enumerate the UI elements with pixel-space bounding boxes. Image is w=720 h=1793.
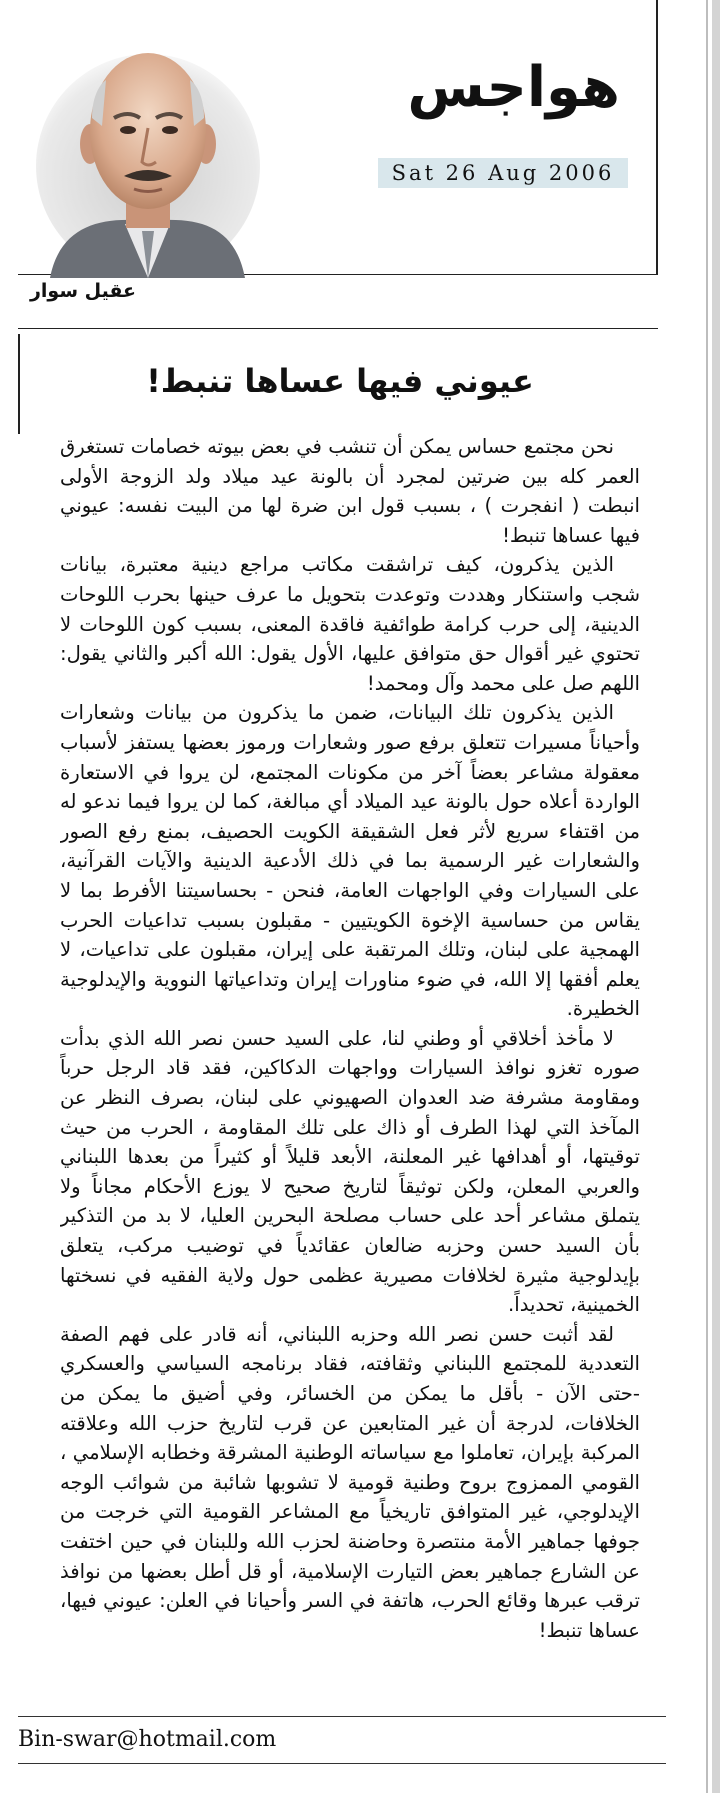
column-title: هواجس — [407, 55, 620, 120]
article-paragraph: الذين يذكرون، كيف تراشقت مكاتب مراجع دينية معتبرة، بيانات شجب واستنكار وهددت وتوعدت بتحويل ما عرف حينها بحرب اللوحات الدينية، إلى حرب كرامة طوائفية فاقدة المعنى، بسبب كون اللوحات لا تحتوي غير أقوال حق متوافق عليها، الأول يقول: الله أكبر والثاني يقول: اللهم صل على محمد وآل ومحمد! — [60, 553, 640, 695]
article-paragraph: الذين يذكرون تلك البيانات، ضمن ما يذكرون من بيانات وشعارات وأحياناً مسيرات تتعلق برفع صور وشعارات ورموز بعضها يستفز لأسباب معقولة مشاعر بعضاً آخر من مكونات المجتمع، لن يروا في الاستعارة الواردة أعلاه حول بالونة عيد الميلاد أي مبالغة، كما لن يروا فيما ندعو له من اقتفاء سريع لأثر فعل الشقيقة الكويت الحصيف، بمنع رفع الصور والشعارات غير الرسمية بما في ذلك الأدعية الدينية والآيات القرآنية، على السيارات وفي الواجهات العامة، فنحن - بحساسيتنا الأفرط بما لا يقاس من حساسية الإخوة الكويتيين - مقبلون بسبب تداعيات الحرب الهمجية على لبنان، وتلك المرتقبة على إيران، مقبلون على تداعيات، لا يعلم أفقها إلا الله، في ضوء مناورات إيران وتداعياتها النووية والإيدلوجية الخطيرة. — [60, 701, 640, 1021]
footer-divider-bottom — [18, 1763, 666, 1764]
article-headline: عيوني فيها عساها تنبط! — [146, 362, 534, 400]
article-paragraph: لا مأخذ أخلاقي أو وطني لنا، على السيد حسن نصر الله الذي بدأت صوره تغزو نوافذ السيارات وواجهات الدكاكين، فقد قاد الرجل حرباً ومقاومة مشرفة ضد العدوان الصهيوني على لبنان، بصرف النظر عن المآخذ التي لهذا الطرف أو ذاك على تلك المقاومة ، الحرب من حيث توقيتها، أو أهدافها غير المعلنة، الأبعد قليلاً أو كثيراً من بعدها اللبناني والعربي المعلن، ولكن توثيقاً لتاريخ صحيح لا يوزع الأحكام مجاناً ولا يتملق مشاعر أحد على حساب مصلحة البحرين العليا، لا بد من التذكير بأن السيد حسن وحزبه ضالعان عقائدياً في توضيب مركب، يتعلق بإيدلوجية مثيرة لخلافات مصيرية عظمى حول ولاية الفقيه في نسختها الخمينية، تحديداً. — [60, 1026, 640, 1317]
footer-divider-top — [18, 1716, 666, 1717]
article-paragraph: لقد أثبت حسن نصر الله وحزبه اللبناني، أنه قادر على فهم الصفة التعددية للمجتمع اللبناني وثقافته، فقاد برنامجه السياسي والعسكري -حتى الآن - بأقل ما يمكن من الخسائر، وفي أضيق ما يمكن من الخلافات، لدرجة أن غير المتابعين عن قرب لتاريخ حزب الله وعلاقته المركبة بإيران، تعاملوا مع سياساته الوطنية المشرقة وخطابه الإسلامي ، القومي الممزوج بروح وطنية قومية لا تشوبها شائبة من شوائب الوجه الإيدلوجي، غير المتوافق تاريخياً مع المشاعر القومية التي خرجت من جوفها جماهير الأمة منتصرة وحاضنة لحزب الله وللبنان في حين اختفت عن الشارع جماهير بعض التيارت الإسلامية، أو قل أطل بعضها من نوافذ ترقب عبرها وقائع الحرب، هاتفة في السر وأحيانا في العلن: عيوني فيها، عساها تنبط! — [60, 1322, 640, 1642]
article-paragraph: نحن مجتمع حساس يمكن أن تنشب في بعض بيوته خصامات تستغرق العمر كله بين ضرتين لمجرد أن بالونة عيد ميلاد ولد الزوجة الأولى انبطت ( انفجرت ) ، بسبب قول ابن ضرة لها من البيت نفسه: عيوني فيها عساها تنبط! — [60, 435, 640, 547]
header-divider — [18, 328, 658, 329]
headline-accent-bar — [18, 334, 20, 434]
page-edge-rule-inner — [706, 0, 708, 1793]
author-portrait — [30, 26, 260, 278]
author-name: عقيل سوار — [29, 280, 137, 302]
page-edge-rule — [712, 0, 720, 1793]
author-email-link[interactable]: Bin-swar@hotmail.com — [18, 1727, 277, 1752]
publish-date: Sat 26 Aug 2006 — [378, 158, 628, 188]
article-body — [60, 432, 640, 1702]
